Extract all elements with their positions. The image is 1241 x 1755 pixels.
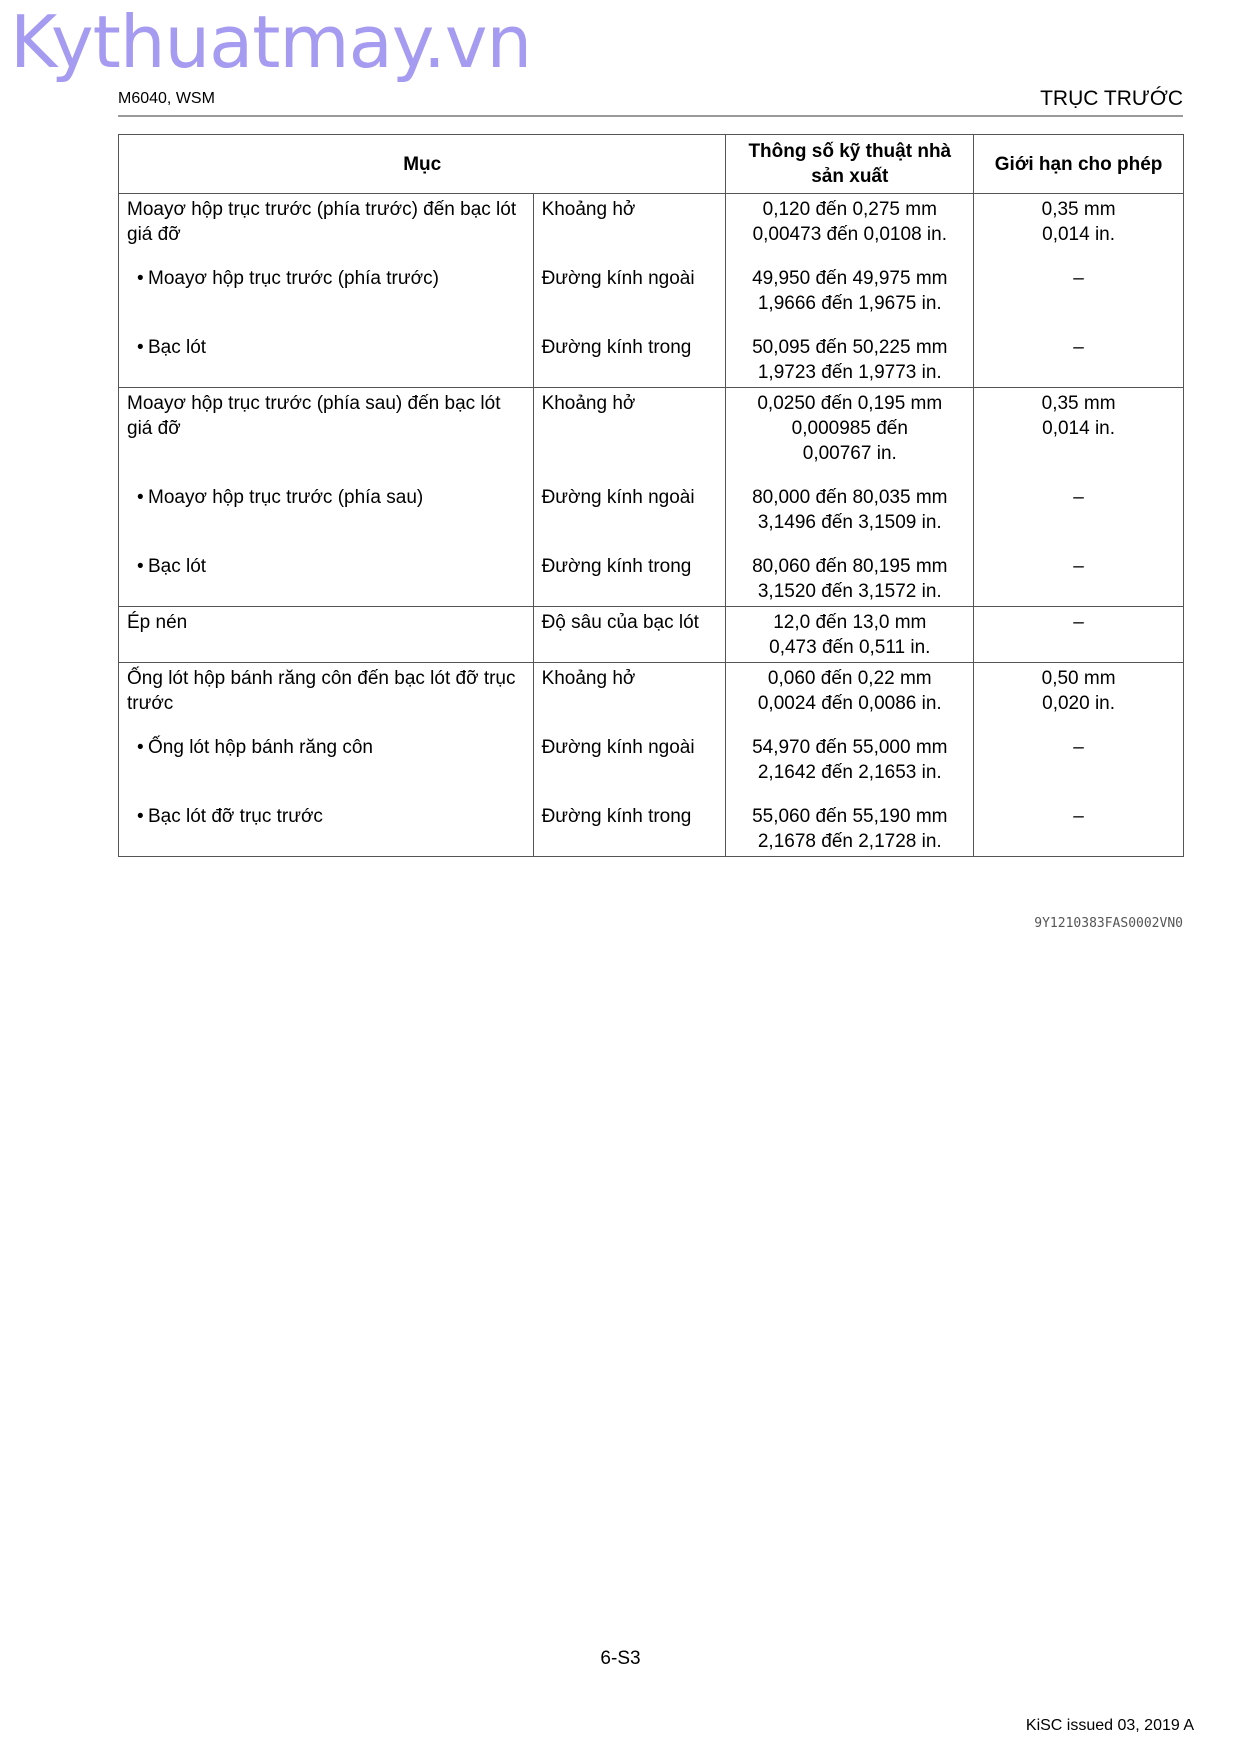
limit-value: – bbox=[1073, 806, 1084, 827]
cell-item bbox=[119, 466, 534, 535]
spec-value: 12,0 đến 13,0 mm bbox=[773, 612, 927, 633]
cell-item bbox=[119, 607, 534, 663]
cell-limit bbox=[974, 607, 1184, 663]
cell-limit bbox=[974, 716, 1184, 785]
limit-value: 0,014 in. bbox=[1042, 224, 1116, 245]
cell-item bbox=[119, 316, 534, 388]
table-row bbox=[119, 607, 1184, 663]
cell-limit bbox=[974, 663, 1184, 717]
sub-item-label: • Bạc lót bbox=[127, 335, 527, 360]
spec-value: 0,0250 đến 0,195 mm bbox=[757, 393, 943, 414]
spec-value: 0,00767 in. bbox=[802, 443, 897, 464]
page-number: 6-S3 bbox=[600, 1648, 641, 1669]
limit-value: – bbox=[1073, 337, 1084, 358]
sub-item-label: • Bạc lót bbox=[127, 554, 527, 579]
spec-value: 1,9666 đến 1,9675 in. bbox=[757, 293, 942, 314]
spec-value: 49,950 đến 49,975 mm bbox=[752, 268, 948, 289]
watermark-logo: Kythuatmay.vn bbox=[10, 0, 532, 84]
cell-item bbox=[119, 194, 534, 248]
spec-value: 3,1496 đến 3,1509 in. bbox=[757, 512, 942, 533]
cell-limit bbox=[974, 247, 1184, 316]
table-row bbox=[119, 663, 1184, 717]
spec-value: 0,00473 đến 0,0108 in. bbox=[752, 224, 947, 245]
spec-value: 0,0024 đến 0,0086 in. bbox=[757, 693, 942, 714]
item-label: Moayơ hộp trục trước (phía trước) đến bạc lót giá đỡ bbox=[127, 199, 517, 245]
limit-value: – bbox=[1073, 737, 1084, 758]
spec-value: 1,9723 đến 1,9773 in. bbox=[757, 362, 942, 383]
cell-property: Khoảng hở bbox=[533, 663, 726, 717]
cell-property: Đường kính ngoài bbox=[533, 466, 726, 535]
cell-property: Độ sâu của bạc lót bbox=[533, 607, 726, 663]
cell-spec bbox=[726, 535, 974, 607]
cell-spec bbox=[726, 785, 974, 857]
spec-table-body bbox=[119, 194, 1184, 857]
item-label: Ống lót hộp bánh răng côn đến bạc lót đỡ trục trước bbox=[127, 668, 516, 714]
spec-value: 80,060 đến 80,195 mm bbox=[752, 556, 948, 577]
table-row bbox=[119, 535, 1184, 607]
cell-property: Đường kính trong bbox=[533, 785, 726, 857]
cell-property: Đường kính trong bbox=[533, 535, 726, 607]
cell-limit bbox=[974, 785, 1184, 857]
spec-value: 0,120 đến 0,275 mm bbox=[762, 199, 937, 220]
spec-table bbox=[118, 134, 1184, 857]
cell-item bbox=[119, 785, 534, 857]
spec-value: 0,473 đến 0,511 in. bbox=[769, 637, 931, 658]
cell-limit bbox=[974, 194, 1184, 248]
cell-limit bbox=[974, 535, 1184, 607]
header-divider bbox=[118, 115, 1183, 117]
table-row bbox=[119, 316, 1184, 388]
table-row bbox=[119, 194, 1184, 248]
table-row bbox=[119, 716, 1184, 785]
cell-spec bbox=[726, 663, 974, 717]
spec-value: 0,060 đến 0,22 mm bbox=[767, 668, 932, 689]
cell-property: Đường kính ngoài bbox=[533, 247, 726, 316]
cell-spec bbox=[726, 388, 974, 467]
spec-value: 80,000 đến 80,035 mm bbox=[752, 487, 948, 508]
table-row bbox=[119, 388, 1184, 467]
limit-value: – bbox=[1073, 556, 1084, 577]
cell-spec bbox=[726, 247, 974, 316]
cell-item bbox=[119, 716, 534, 785]
issue-footer: KiSC issued 03, 2019 A bbox=[1025, 1717, 1194, 1734]
table-row bbox=[119, 466, 1184, 535]
cell-limit bbox=[974, 388, 1184, 467]
limit-value: – bbox=[1073, 487, 1084, 508]
limit-value: 0,50 mm bbox=[1041, 668, 1116, 689]
cell-spec bbox=[726, 194, 974, 248]
cell-spec bbox=[726, 466, 974, 535]
sub-item-label: • Moayơ hộp trục trước (phía trước) bbox=[127, 266, 527, 291]
col-header-limit: Giới hạn cho phép bbox=[974, 135, 1184, 194]
header-section-title: TRỤC TRƯỚC bbox=[1040, 87, 1183, 110]
header-manual-code: M6040, WSM bbox=[118, 90, 215, 107]
sub-item-label: • Moayơ hộp trục trước (phía sau) bbox=[127, 485, 527, 510]
sub-item-label: • Ống lót hộp bánh răng côn bbox=[127, 735, 527, 760]
item-label: Ép nén bbox=[127, 612, 188, 633]
cell-item bbox=[119, 247, 534, 316]
cell-property: Đường kính trong bbox=[533, 316, 726, 388]
cell-property: Khoảng hở bbox=[533, 194, 726, 248]
spec-value: 54,970 đến 55,000 mm bbox=[752, 737, 948, 758]
spec-value: 0,000985 đến bbox=[791, 418, 908, 439]
cell-limit bbox=[974, 466, 1184, 535]
limit-value: 0,35 mm bbox=[1041, 393, 1116, 414]
cell-spec bbox=[726, 316, 974, 388]
col-header-item: Mục bbox=[119, 135, 726, 194]
cell-item bbox=[119, 535, 534, 607]
sub-item-label: • Bạc lót đỡ trục trước bbox=[127, 804, 527, 829]
limit-value: – bbox=[1073, 612, 1084, 633]
cell-spec bbox=[726, 716, 974, 785]
limit-value: 0,020 in. bbox=[1042, 693, 1116, 714]
limit-value: 0,014 in. bbox=[1042, 418, 1116, 439]
document-id: 9Y1210383FAS0002VN0 bbox=[1034, 916, 1183, 931]
cell-spec bbox=[726, 607, 974, 663]
spec-value: 2,1678 đến 2,1728 in. bbox=[757, 831, 942, 852]
item-label: Moayơ hộp trục trước (phía sau) đến bạc lót giá đỡ bbox=[127, 393, 501, 439]
spec-value: 2,1642 đến 2,1653 in. bbox=[757, 762, 942, 783]
spec-value: 50,095 đến 50,225 mm bbox=[752, 337, 948, 358]
cell-limit bbox=[974, 316, 1184, 388]
table-header-row bbox=[119, 135, 1184, 194]
spec-value: 55,060 đến 55,190 mm bbox=[752, 806, 948, 827]
col-header-spec: Thông số kỹ thuật nhà sản xuất bbox=[726, 135, 974, 194]
cell-property: Khoảng hở bbox=[533, 388, 726, 467]
cell-item bbox=[119, 388, 534, 467]
cell-property: Đường kính ngoài bbox=[533, 716, 726, 785]
table-row bbox=[119, 785, 1184, 857]
limit-value: – bbox=[1073, 268, 1084, 289]
cell-item bbox=[119, 663, 534, 717]
limit-value: 0,35 mm bbox=[1041, 199, 1116, 220]
table-row bbox=[119, 247, 1184, 316]
spec-value: 3,1520 đến 3,1572 in. bbox=[757, 581, 942, 602]
